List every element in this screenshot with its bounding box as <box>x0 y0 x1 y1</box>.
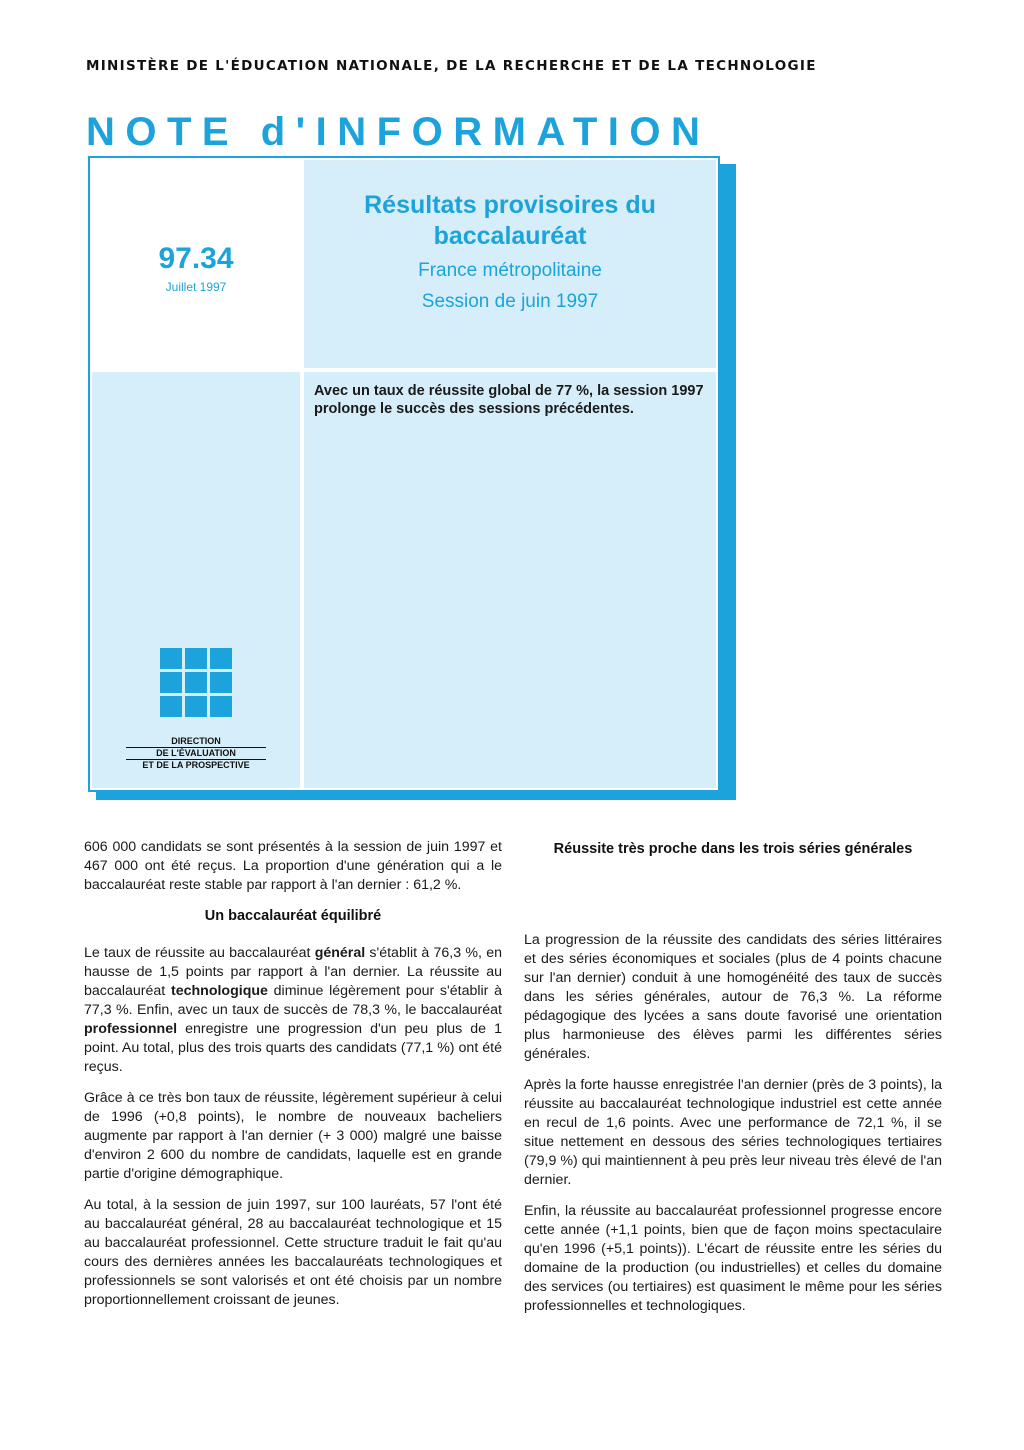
department-line-2: DE L'ÉVALUATION <box>126 747 266 760</box>
paragraph-structure: Au total, à la session de juin 1997, sur 100 lauréats, 57 l'ont été au baccalauréat général, 28 au baccalauréat technologique et 15 au baccalauréat professionnel. Cette structure traduit le fait qu'au cours des dernières années les baccalauréats technologiques et professionnels se sont valorisés et ont été choisis par un nombre proportionnellement croissant de jeunes. <box>84 1197 502 1308</box>
section-heading-balanced: Un baccalauréat équilibré <box>204 908 382 924</box>
publication-title: NOTE d'INFORMATION <box>86 110 711 154</box>
paragraph-professional: Enfin, la réussite au baccalauréat professionnel progresse encore cette année (+1,1 points, bien que de façon moins spectaculaire qu'en 1996 (+5,1 points)). L'écart de réussite entre les séries du domaine de la production (ou industrielles) et celles du domaine des services (ou tertiaires) est quasiment le même pour les séries professionnelles et technologiques. <box>524 1203 942 1314</box>
logo-cell <box>92 372 300 788</box>
paragraph-technological: Après la forte hausse enregistrée l'an dernier (près de 3 points), la réussite au baccalauréat technologique industriel est cette année en recul de 1,6 points. Avec une performance de 72,1 %, il se situe nettement en dessous des séries technologiques tertiaires (79,9 %) qui maintiennent à peu près leur niveau très élevé de l'an dernier. <box>524 1077 942 1188</box>
issue-date: Juillet 1997 <box>165 280 227 294</box>
left-column <box>84 838 502 1322</box>
issue-number: 97.34 <box>158 242 234 275</box>
header-box <box>88 156 720 792</box>
headline-subtitle-region: France métropolitaine <box>418 260 602 281</box>
right-column <box>524 840 942 1328</box>
department-line-1: DIRECTION <box>171 736 221 746</box>
summary-text: Avec un taux de réussite global de 77 %, la session 1997 prolonge le succès des sessions précédentes. <box>314 383 704 417</box>
headline-cell <box>304 160 716 368</box>
department-line-3: ET DE LA PROSPECTIVE <box>142 760 250 770</box>
summary-cell <box>304 372 716 788</box>
dep-logo-icon <box>160 648 236 720</box>
ministry-header: MINISTÈRE DE L'ÉDUCATION NATIONALE, DE LA RECHERCHE ET DE LA TECHNOLOGIE <box>86 58 817 74</box>
paragraph-results: Le taux de réussite au baccalauréat général s'établit à 76,3 %, en hausse de 1,5 points par rapport à l'an dernier. La réussite au baccalauréat technologique diminue légèrement pour s'établir à 77,3 %. Enfin, avec un taux de succès de 78,3 %, le baccalauréat professionnel enregistre une progression d'un peu plus de 1 point. Au total, plus des trois quarts des candidats (77,1 %) ont été reçus. <box>84 945 502 1075</box>
paragraph-new-graduates: Grâce à ce très bon taux de réussite, légèrement supérieur à celui de 1996 (+0,8 points), le nombre de nouveaux bacheliers augmente par rapport à l'an dernier (+ 3 000) malgré une baisse d'environ 2 600 du nombre de candidats, laquelle est en grande partie d'origine démographique. <box>84 1090 502 1182</box>
section-heading-general-series: Réussite très proche dans les trois séries générales <box>553 841 913 857</box>
issue-cell <box>92 160 300 368</box>
headline-subtitle-session: Session de juin 1997 <box>421 291 599 312</box>
paragraph-general-series: La progression de la réussite des candidats des séries littéraires et des séries économiques et sociales (plus de 4 points chacune sur l'an dernier) conduit à une homogénéité des taux de succès dans les séries générales, autour de 76,3 %. La réforme pédagogique des lycées a sans doute favorisé une orientation plus harmonieuse des élèves parmi les différentes séries générales. <box>524 932 942 1062</box>
department-name <box>126 736 266 771</box>
intro-paragraph: 606 000 candidats se sont présentés à la session de juin 1997 et 467 000 ont été reçus. La proportion d'une génération qui a le baccalauréat reste stable par rapport à l'an dernier : 61,2 %. <box>84 839 502 893</box>
headline-title: Résultats provisoires du baccalauréat <box>364 191 656 250</box>
